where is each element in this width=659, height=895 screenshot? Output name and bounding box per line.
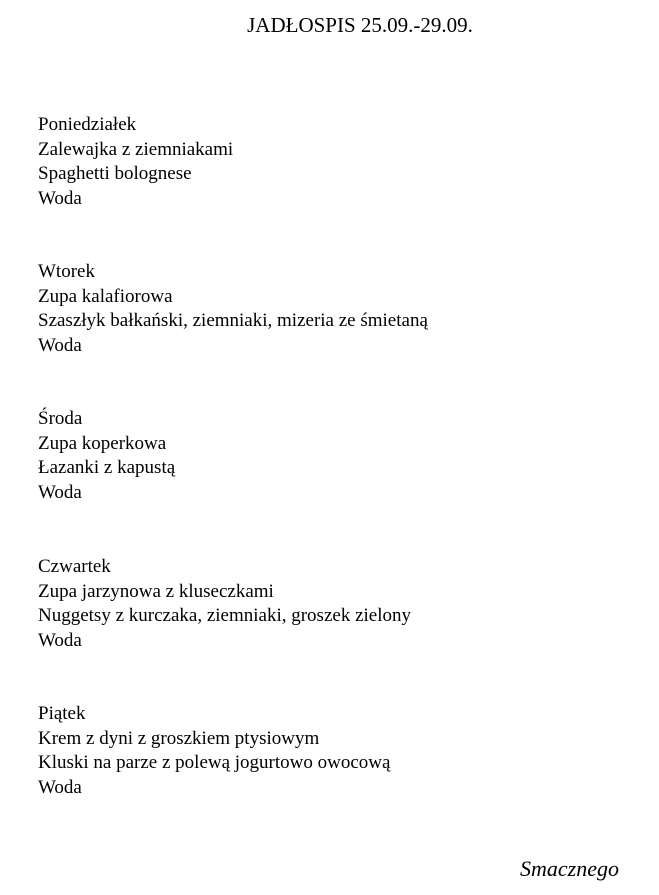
day-name: Poniedziałek bbox=[38, 114, 137, 135]
day-menu-monday bbox=[38, 113, 233, 211]
day-menu-thursday bbox=[38, 555, 411, 653]
day-name: Piątek bbox=[38, 703, 86, 724]
closing-text: Smacznego bbox=[520, 856, 619, 881]
main-course-item: Spaghetti bolognese bbox=[38, 163, 192, 184]
day-menu-wednesday bbox=[38, 407, 175, 505]
main-course-item: Szaszłyk bałkański, ziemniaki, mizeria ze śmietaną bbox=[38, 310, 428, 331]
soup-item: Zupa koperkowa bbox=[38, 432, 167, 454]
day-menu-tuesday bbox=[38, 260, 428, 358]
soup-item: Zupa kalafiorowa bbox=[38, 285, 173, 307]
day-name: Czwartek bbox=[38, 556, 111, 577]
drink-item: Woda bbox=[38, 629, 82, 651]
main-course-item: Łazanki z kapustą bbox=[38, 457, 176, 478]
day-name: Wtorek bbox=[38, 261, 95, 282]
day-menu-friday bbox=[38, 702, 390, 800]
drink-item: Woda bbox=[38, 334, 82, 356]
page-title: JADŁOSPIS 25.09.-29.09. bbox=[247, 13, 473, 37]
main-course-item: Nuggetsy z kurczaka, ziemniaki, groszek zielony bbox=[38, 605, 411, 626]
soup-item: Zupa jarzynowa z kluseczkami bbox=[38, 580, 274, 602]
drink-item: Woda bbox=[38, 776, 82, 798]
drink-item: Woda bbox=[38, 187, 82, 209]
soup-item: Zalewajka z ziemniakami bbox=[38, 138, 234, 160]
main-course-item: Kluski na parze z polewą jogurtowo owocową bbox=[38, 752, 391, 773]
day-name: Środa bbox=[38, 408, 83, 429]
soup-item: Krem z dyni z groszkiem ptysiowym bbox=[38, 727, 320, 749]
drink-item: Woda bbox=[38, 481, 82, 503]
